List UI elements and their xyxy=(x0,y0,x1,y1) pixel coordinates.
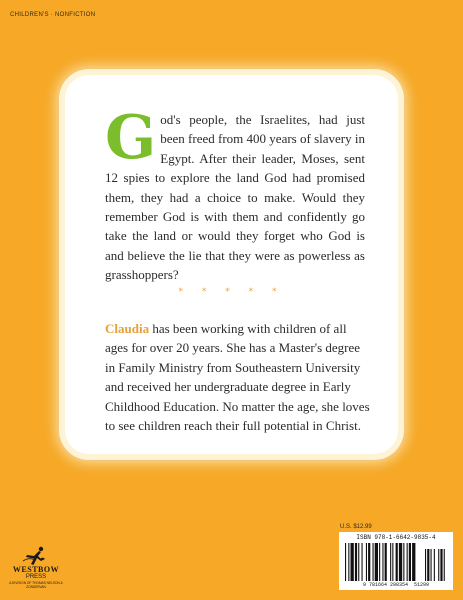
category-label: CHILDREN'S · NONFICTION xyxy=(10,12,96,18)
publisher-logo xyxy=(6,546,66,589)
publisher-name: WESTBOW xyxy=(12,565,60,574)
barcode-addon: 51299 xyxy=(414,582,430,588)
synopsis-paragraph xyxy=(105,103,365,285)
barcode-digits xyxy=(339,582,453,588)
star-divider: * * * * * xyxy=(178,287,285,297)
barcode-bars xyxy=(345,543,447,581)
price-label: U.S. $12.99 xyxy=(340,524,372,530)
author-bio xyxy=(105,319,370,435)
synopsis-text: od's people, the Israelites, had just been freed from 400 years of slavery in Egypt. After their leader, Moses, sent 12 spies to explore the land God had promised them, they had a choice to make. Would they remember God is with them and confidently go take the land or would they forget who God is and believe the lie that they were as powerless as grasshoppers? xyxy=(105,112,365,283)
author-bio-text: has been working with children of all ages for over 20 years. She has a Master's degree in Family Ministry from Southeastern University and received her undergraduate degree in Early Childhood Education. No matter the age, she loves to see children reach their full potential in Christ. xyxy=(105,321,370,434)
running-figure-icon xyxy=(21,546,51,566)
publisher-sub: PRESS xyxy=(25,574,47,580)
drop-cap: G xyxy=(105,103,157,173)
publisher-tagline: A DIVISION OF THOMAS NELSON & ZONDERVAN xyxy=(9,581,63,589)
isbn-text: ISBN 978-1-6642-9835-4 xyxy=(356,534,436,541)
barcode-number: 9 781664 298354 xyxy=(362,582,408,588)
author-name: Claudia xyxy=(105,321,150,336)
barcode-block xyxy=(339,532,453,590)
